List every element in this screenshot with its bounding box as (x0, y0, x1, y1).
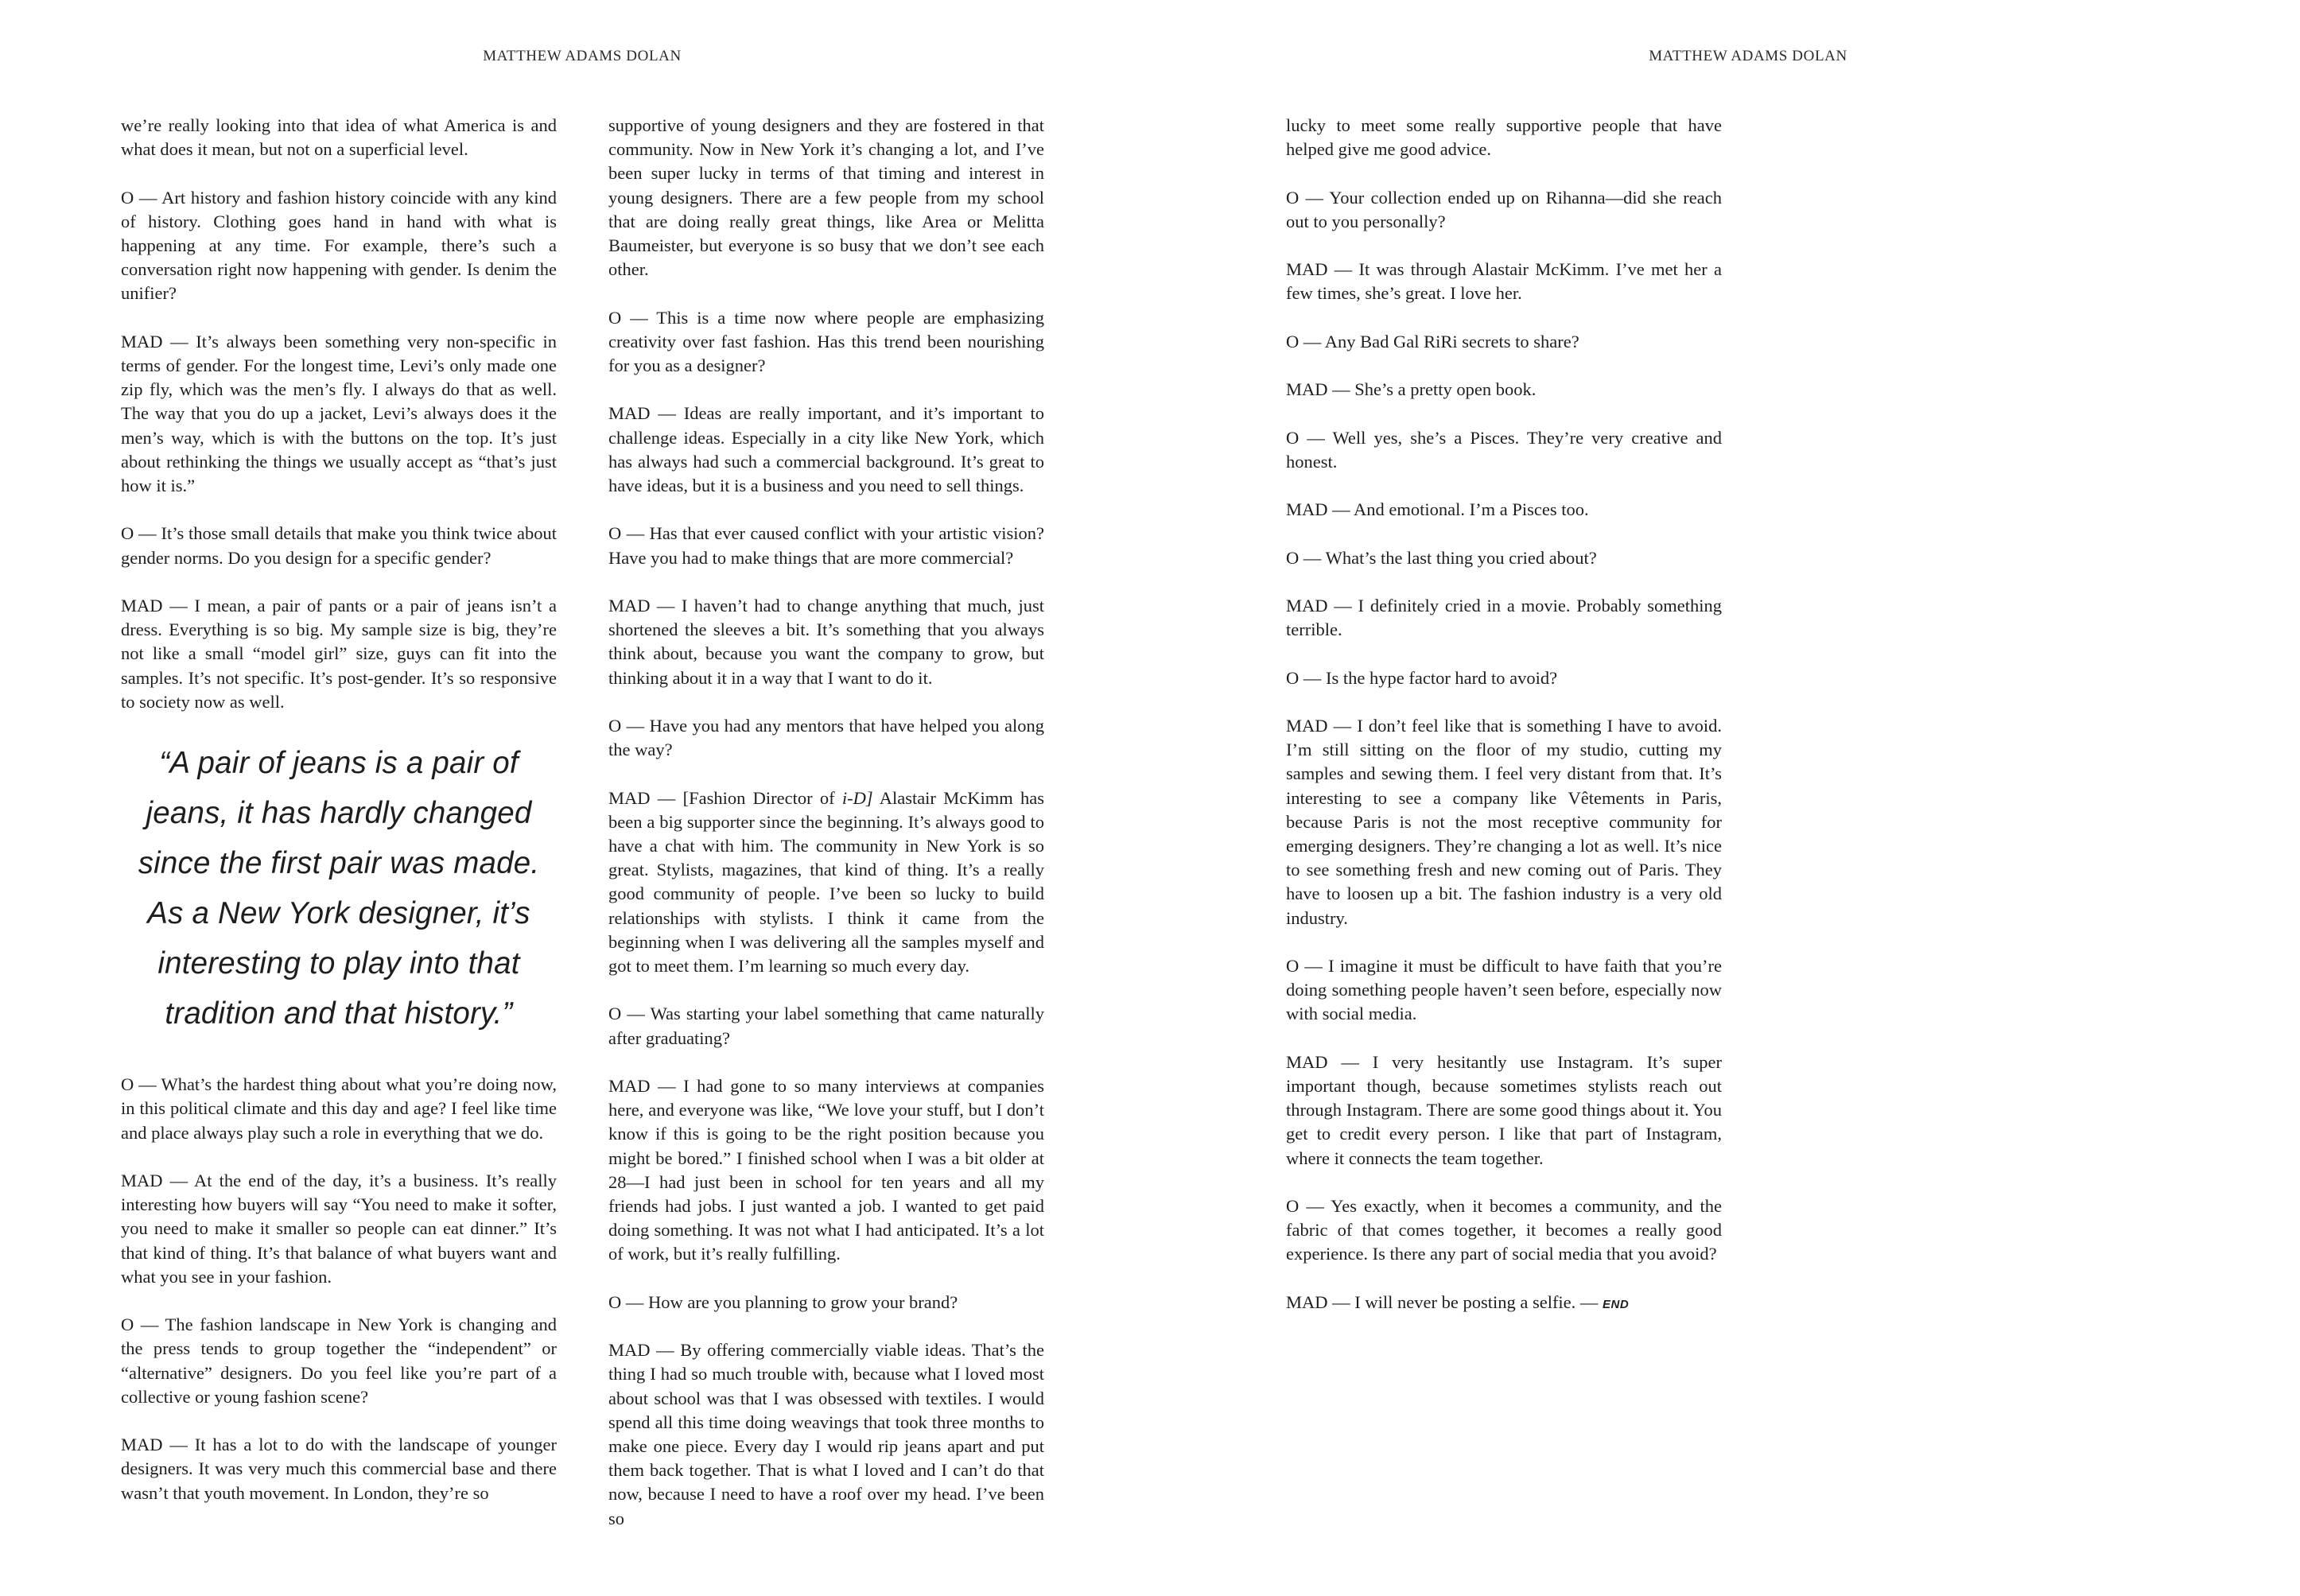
publication-name: i-D] (841, 787, 873, 808)
paragraph: MAD — It has a lot to do with the landscape of younger designers. It was very much this commercial base and there wasn’t that youth movement. In London, they’re so (121, 1435, 557, 1503)
paragraph: MAD — It was through Alastair McKimm. I’ve met her a few times, she’s great. I love her. (1286, 259, 1722, 304)
paragraph: O — Art history and fashion history coincide with any kind of history. Clothing goes hand in hand with what is happening at any time. For example, there’s such a conversation right now happening with gender. Is denim the unifier? (121, 187, 557, 304)
paragraph: O — Well yes, she’s a Pisces. They’re very creative and honest. (1286, 427, 1722, 472)
paragraph (1286, 1291, 1722, 1317)
paragraph: O — Your collection ended up on Rihanna—did she reach out to you personally? (1286, 187, 1722, 231)
text-column-2 (608, 114, 1044, 1531)
paragraph: MAD — I very hesitantly use Instagram. It’s super important though, because sometimes stylists reach out through Instagram. There are some good things about it. You get to credit every person. I like that part of Instagram, where it connects the team together. (1286, 1051, 1722, 1168)
paragraph: MAD — I haven’t had to change anything that much, just shortened the sleeves a bit. It’s something that you always think about, because you want the company to grow, but thinking about it in a way that I want to do it. (608, 596, 1044, 688)
paragraph: MAD — And emotional. I’m a Pisces too. (1286, 499, 1589, 520)
paragraph: O — Is the hype factor hard to avoid? (1286, 667, 1558, 688)
paragraph: O — Was starting your label something that came naturally after graduating? (608, 1004, 1044, 1048)
paragraph: O — I imagine it must be difficult to have faith that you’re doing something people haven’t seen before, especially now with social media. (1286, 955, 1722, 1024)
paragraph: MAD — I don’t feel like that is something I have to avoid. I’m still sitting on the floor of my studio, cutting my samples and sewing them. I feel very distant from that. It’s interesting to see a company like Vêtements in Paris, because Paris is not the most receptive community for emerging designers. They’re changing a lot as well. It’s nice to see something fresh and new coming out of Paris. They have to loosen up a bit. The fashion industry is a very old industry. (1286, 715, 1722, 928)
paragraph: MAD — I mean, a pair of pants or a pair of jeans isn’t a dress. Everything is so big. My sample size is big, they’re not like a small “model girl” size, guys can fit into the samples. It’s not specific. It’s post-gender. It’s so responsive to society now as well. (121, 596, 557, 712)
paragraph: supportive of young designers and they are fostered in that community. Now in New York it’s changing a lot, and I’ve been super lucky in terms of that timing and interest in young designers. There are a few people from my school that are doing really great things, like Area or Melitta Baumeister, but everyone is so busy that we don’t see each other. (608, 115, 1044, 280)
paragraph: MAD — It’s always been something very non-specific in terms of gender. For the longest time, Levi’s only made one zip fly, which was the men’s fly. I always do that as well. The way that you do up a jacket, Levi’s always does it the men’s way, which is with the buttons on the top. It’s just about rethinking the things we usually accept as “that’s just how it is.” (121, 331, 557, 496)
paragraph: O — Any Bad Gal RiRi secrets to share? (1286, 331, 1579, 351)
end-mark: END (1603, 1297, 1630, 1311)
paragraph-text: MAD — [Fashion Director of (608, 787, 842, 808)
paragraph: MAD — At the end of the day, it’s a business. It’s really interesting how buyers will say “You need to make it softer, you need to make it smaller so people can eat dinner.” It’s that kind of thing. It’s that balance of what buyers want and what you see in your fashion. (121, 1171, 557, 1287)
paragraph: O — What’s the last thing you cried about? (1286, 547, 1597, 568)
paragraph-text: MAD — I will never be posting a selfie. — (1286, 1291, 1599, 1312)
text-column-1 (121, 114, 557, 1505)
paragraph: O — This is a time now where people are emphasizing creativity over fast fashion. Has this trend been nourishing for you as a designer? (608, 307, 1044, 376)
paragraph: O — It’s those small details that make you think twice about gender norms. Do you design for a specific gender? (121, 523, 557, 568)
paragraph: MAD — Ideas are really important, and it’s important to challenge ideas. Especially in a city like New York, which has always had such a commercial background. It’s great to have ideas, but it is a business and you need to sell things. (608, 403, 1044, 496)
paragraph: O — Has that ever caused conflict with your artistic vision? Have you had to make things that are more commercial? (608, 523, 1044, 568)
running-head-right: MATTHEW ADAMS DOLAN (1649, 48, 1847, 64)
running-head-left: MATTHEW ADAMS DOLAN (483, 48, 682, 64)
paragraph: MAD — By offering commercially viable ideas. That’s the thing I had so much trouble with, because what I loved most about school was that I was obsessed with textiles. I would spend all this time doing weavings that took three months to make one piece. Every day I would rip jeans apart and put them back together. That is what I loved and I can’t do that now, because I need to have a roof over my head. I’ve been so (608, 1340, 1044, 1528)
paragraph: O — Yes exactly, when it becomes a community, and the fabric of that comes together, it becomes a really good experience. Is there any part of social media that you avoid? (1286, 1195, 1722, 1264)
paragraph: lucky to meet some really supportive people that have helped give me good advice. (1286, 115, 1722, 160)
paragraph: MAD — I had gone to so many interviews at companies here, and everyone was like, “We love your stuff, but I don’t know if this is going to be the right position because you might be bored.” I finished school when I was a bit older at 28—I had just been in school for ten years and all my friends had jobs. I just wanted a job. I wanted to get paid doing something. It was not what I had anticipated. It’s a lot of work, but it’s really fulfilling. (608, 1076, 1044, 1264)
paragraph (608, 786, 1044, 979)
paragraph: MAD — I definitely cried in a movie. Probably something terrible. (1286, 595, 1722, 640)
paragraph: we’re really looking into that idea of what America is and what does it mean, but not on a superficial level. (121, 115, 557, 160)
paragraph: O — What’s the hardest thing about what you’re doing now, in this political climate and this day and age? I feel like time and place always play such a role in everything that we do. (121, 1074, 557, 1143)
paragraph-text: Alastair McKimm has been a big supporter since the beginning. It’s always good to have a chat with him. The community in New York is so great. Stylists, magazines, that kind of thing. It’s a really good community of people. I’ve been so lucky to build relationships with stylists. I think it came from the beginning when I was delivering all the samples myself and got to meet them. I’m learning so much every day. (608, 787, 1044, 977)
paragraph: O — How are you planning to grow your brand? (608, 1291, 958, 1312)
paragraph: MAD — She’s a pretty open book. (1286, 379, 1537, 400)
pull-quote: “A pair of jeans is a pair of jeans, it has hardly changed since the first pair was made. As a New York designer, it’s interesting to play into that tradition and that history.” (138, 746, 540, 1031)
paragraph: O — The fashion landscape in New York is changing and the press tends to group together the “independent” or “alternative” designers. Do you feel like you’re part of a collective or young fashion scene? (121, 1314, 557, 1407)
paragraph: O — Have you had any mentors that have helped you along the way? (608, 716, 1044, 760)
text-column-3 (1286, 114, 1722, 1317)
